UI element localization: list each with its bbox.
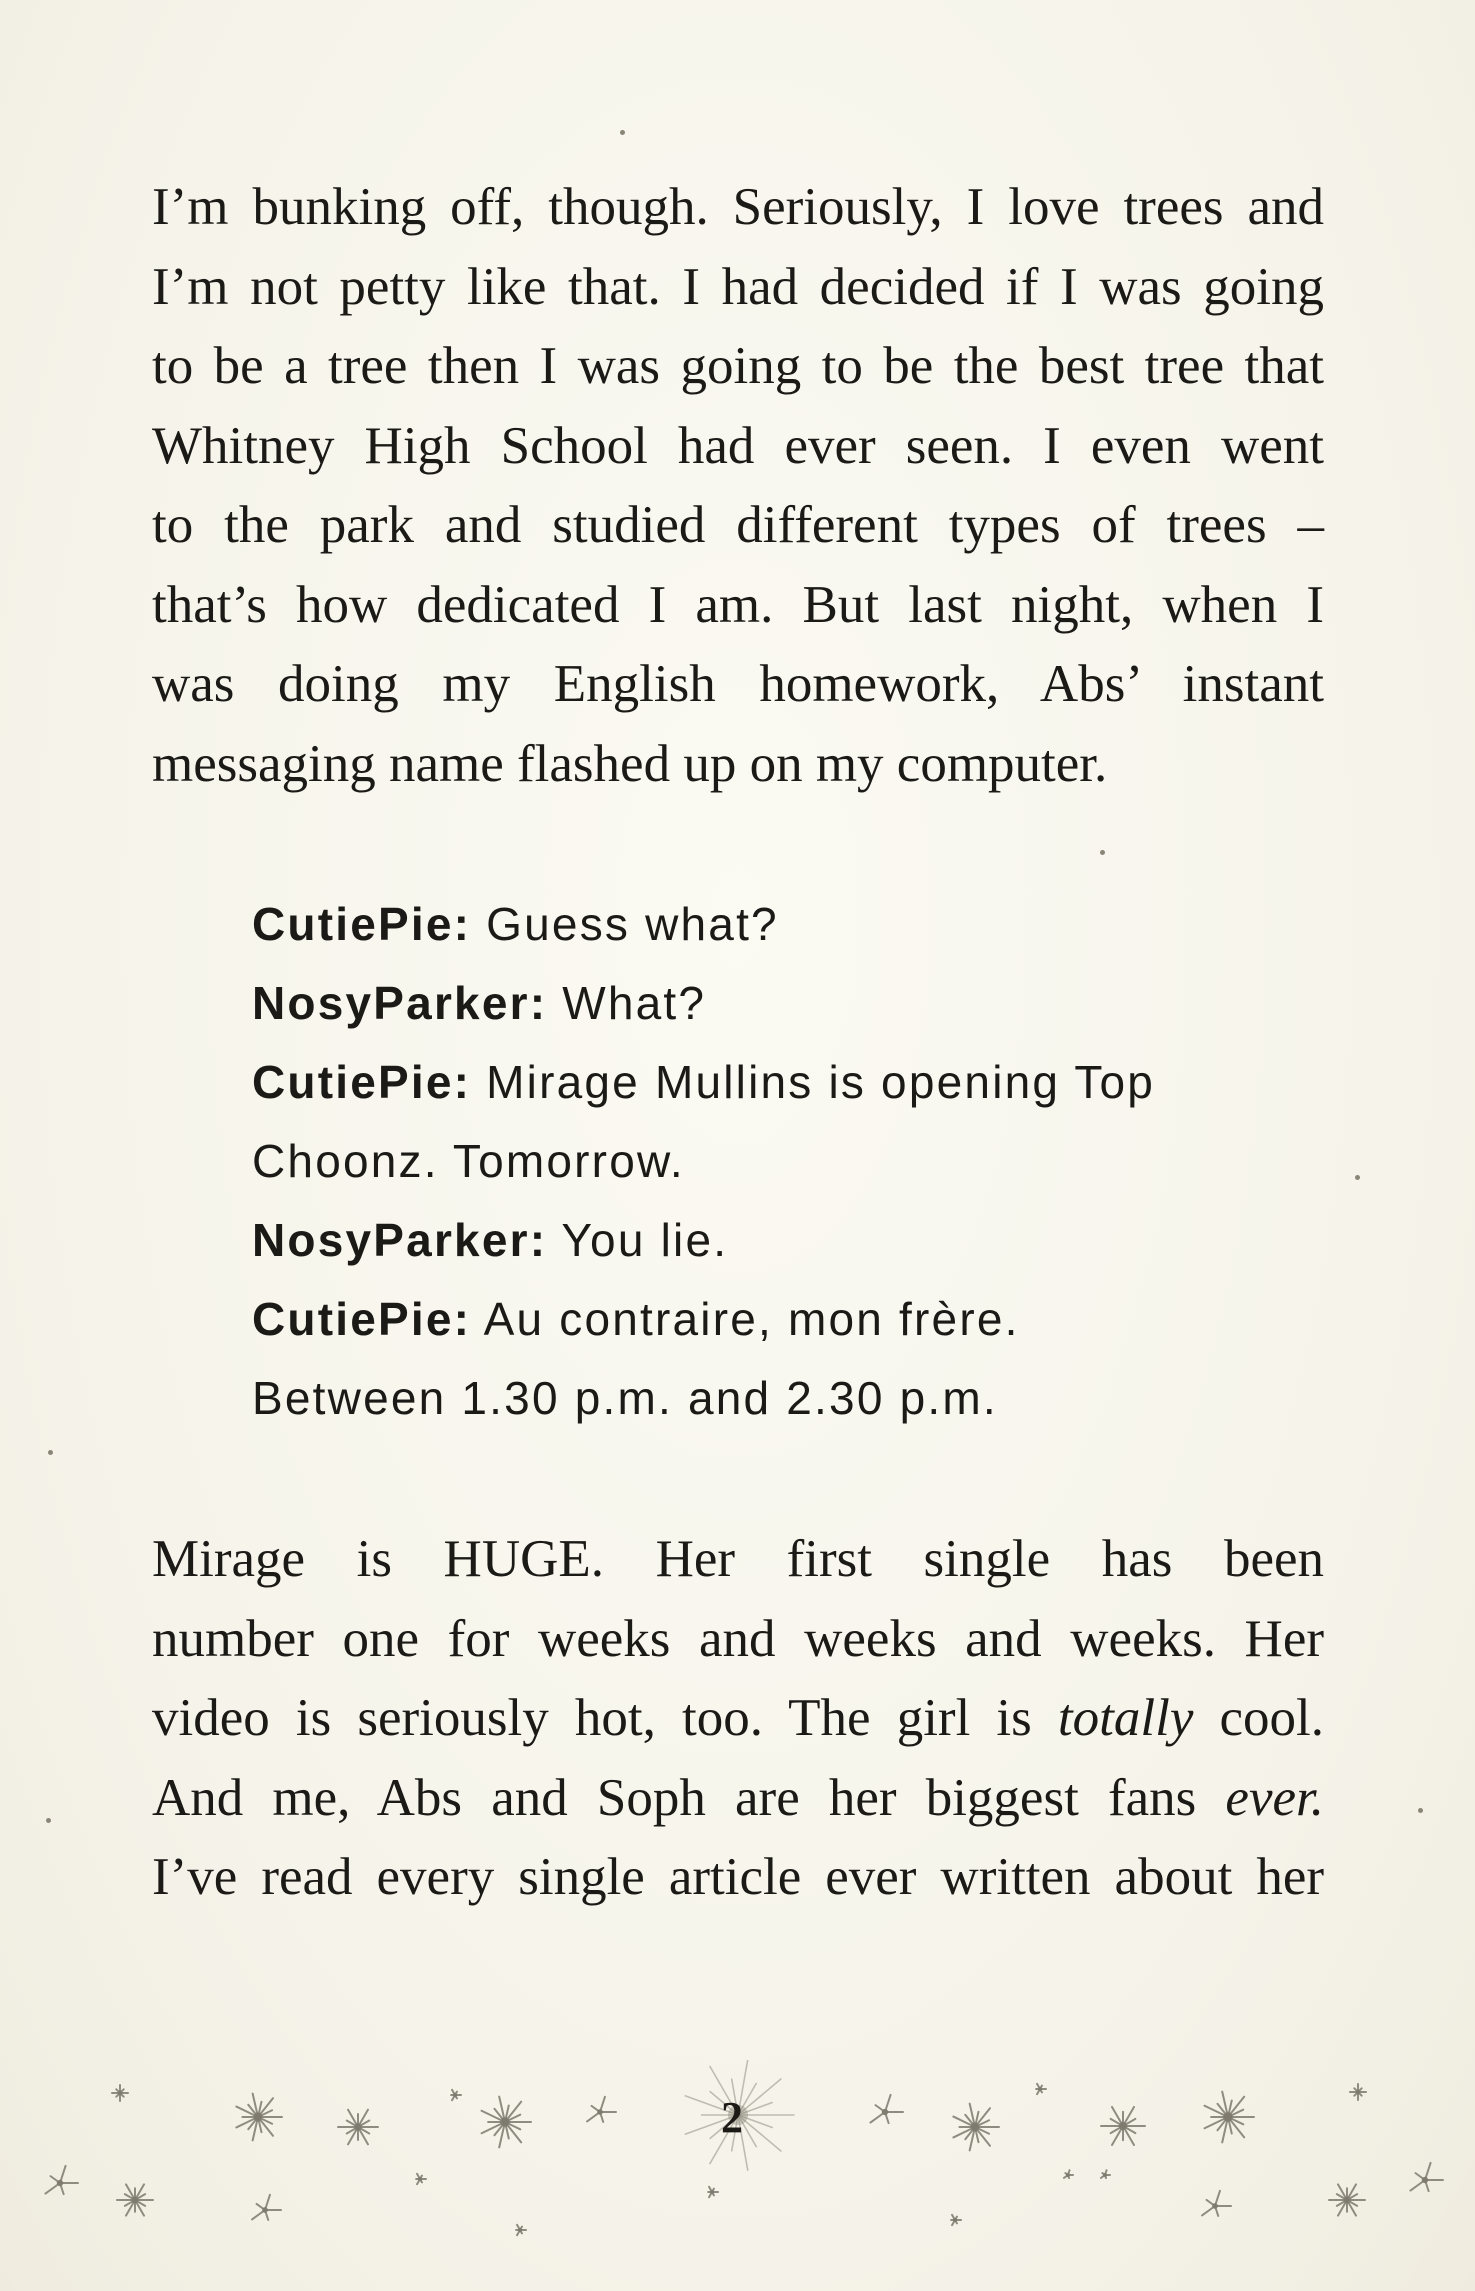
- star-icon: [338, 2110, 378, 2145]
- star-icon: [1350, 2084, 1366, 2100]
- star-icon: [708, 2187, 718, 2197]
- chat-message: [252, 1201, 1312, 1280]
- text-line: [152, 1759, 1324, 1839]
- text-segment: And me, Abs and Soph are her biggest fans: [152, 1768, 1226, 1827]
- text-segment: cool.: [1193, 1689, 1324, 1747]
- chat-message: [252, 1043, 1312, 1122]
- paper-speck: [1355, 1175, 1360, 1180]
- text-line: was doing my English homework, Abs’ instant: [152, 655, 1324, 713]
- chat-text: You lie.: [547, 1214, 729, 1266]
- chat-transcript: [252, 885, 1312, 1438]
- star-icon: [1101, 2107, 1145, 2145]
- star-icon: [482, 2097, 531, 2148]
- chat-text: What?: [547, 977, 707, 1029]
- star-icon: [45, 2166, 78, 2194]
- chat-speaker: NosyParker:: [252, 1214, 548, 1266]
- text-line: I’ve read every single article ever written about her: [152, 1848, 1324, 1906]
- text-line: to the park and studied different types of trees –: [152, 496, 1324, 554]
- star-icon: [1036, 2084, 1046, 2094]
- emphasis-text: totally: [1057, 1689, 1194, 1747]
- chat-text-continued: Choonz. Tomorrow.: [252, 1135, 685, 1187]
- star-icon: [1202, 2191, 1231, 2216]
- text-line: [152, 1679, 1324, 1759]
- star-icon: [451, 2090, 461, 2100]
- text-line: I’m bunking off, though. Seriously, I love trees and: [152, 178, 1324, 236]
- star-icon: [1205, 2092, 1254, 2143]
- star-icon: [587, 2097, 616, 2122]
- paper-speck: [1100, 850, 1105, 855]
- paragraph-1: [152, 168, 1324, 804]
- emphasis-text: ever.: [1225, 1768, 1324, 1827]
- star-icon: [112, 2085, 128, 2101]
- star-icon: [1329, 2184, 1365, 2215]
- page-number: 2: [721, 2093, 743, 2142]
- star-icon: [1410, 2163, 1443, 2191]
- star-icon: [516, 2225, 526, 2235]
- chat-text-continued: Between 1.30 p.m. and 2.30 p.m.: [252, 1372, 998, 1424]
- text-line: that’s how dedicated I am. But last night, when I: [152, 575, 1324, 634]
- star-icon: [1064, 2170, 1073, 2178]
- paragraph-2: [152, 1520, 1324, 1918]
- chat-speaker: CutiePie:: [252, 1293, 472, 1345]
- chat-text: Guess what?: [471, 898, 779, 950]
- text-line: I’m not petty like that. I had decided if I was going: [152, 257, 1324, 316]
- star-icon: [1101, 2170, 1110, 2178]
- star-icon: [236, 2094, 282, 2141]
- chat-speaker: CutiePie:: [252, 898, 472, 950]
- paper-speck: [46, 1818, 51, 1823]
- text-line: Whitney High School had ever seen. I even went: [152, 416, 1324, 475]
- chat-message: [252, 1280, 1312, 1359]
- star-icon: [117, 2184, 153, 2215]
- paper-speck: [48, 1450, 53, 1455]
- chat-message: [252, 885, 1312, 964]
- chat-speaker: NosyParker:: [252, 977, 548, 1029]
- star-icon: [953, 2104, 999, 2151]
- chat-message: [252, 964, 1312, 1043]
- star-icon: [252, 2195, 281, 2220]
- paper-speck: [1418, 1808, 1423, 1813]
- text-line: messaging name flashed up on my computer.: [152, 734, 1108, 793]
- paper-speck: [620, 130, 625, 135]
- chat-text: Mirage Mullins is opening Top: [471, 1056, 1156, 1108]
- star-icon: [416, 2174, 426, 2184]
- star-icon: [951, 2215, 961, 2225]
- chat-speaker: CutiePie:: [252, 1056, 472, 1108]
- text-line: to be a tree then I was going to be the best tree that: [152, 337, 1324, 395]
- text-segment: video is seriously hot, too. The girl is: [152, 1689, 1058, 1747]
- star-icon: [870, 2095, 903, 2123]
- text-line: Mirage is HUGE. Her first single has been: [152, 1530, 1324, 1588]
- chat-text: Au contraire, mon frère.: [471, 1293, 1020, 1345]
- text-line: number one for weeks and weeks and weeks. Her: [152, 1609, 1324, 1668]
